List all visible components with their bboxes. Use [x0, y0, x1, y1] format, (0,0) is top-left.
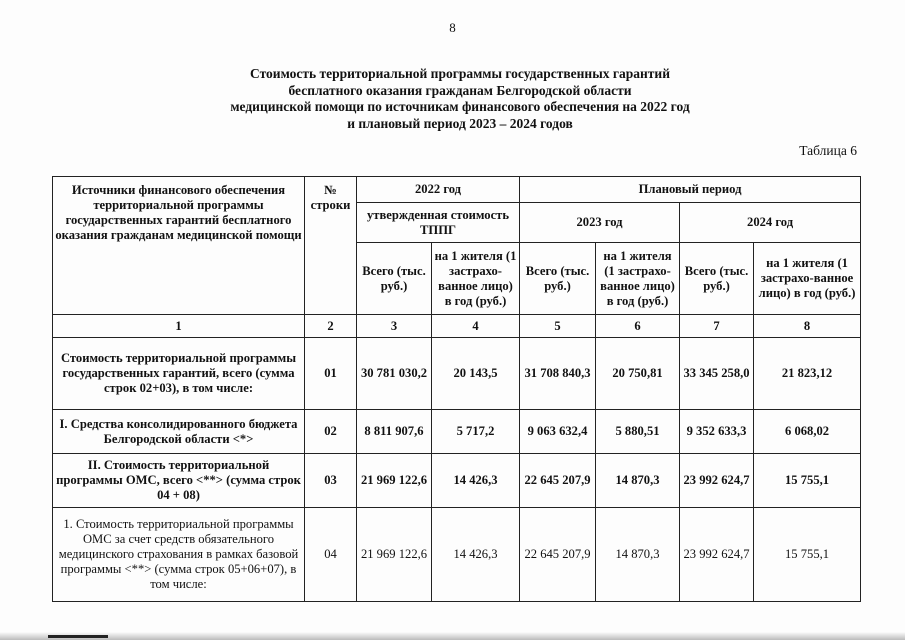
title-line-1: Стоимость территориальной программы государственных гарантий [250, 66, 670, 81]
header-per-capita-2024: на 1 жителя (1 застрахо-ванное лицо) в год (руб.) [754, 243, 861, 315]
cell-2023-total: 31 708 840,3 [520, 338, 596, 410]
cell-2023-per-capita: 20 750,81 [596, 338, 680, 410]
cell-2024-per-capita: 6 068,02 [754, 410, 861, 454]
column-number: 2 [305, 315, 357, 338]
header-approved-cost: утвержденная стоимость ТППГ [357, 203, 520, 243]
row-source: II. Стоимость территориальной программы ОМС, всего <**> (сумма строк 04 + 08) [53, 454, 305, 508]
cell-2023-total: 22 645 207,9 [520, 454, 596, 508]
column-number: 3 [357, 315, 432, 338]
header-total-2023: Всего (тыс. руб.) [520, 243, 596, 315]
cell-2024-total: 9 352 633,3 [680, 410, 754, 454]
column-number-row [53, 315, 861, 338]
row-line-no: 03 [305, 454, 357, 508]
scan-edge-shadow [0, 632, 905, 640]
header-2023: 2023 год [520, 203, 680, 243]
header-2022: 2022 год [357, 177, 520, 203]
cell-2024-total: 23 992 624,7 [680, 508, 754, 602]
row-source: Стоимость территориальной программы государственных гарантий, всего (сумма строк 02+03), в том числе: [53, 338, 305, 410]
cell-2022-per-capita: 14 426,3 [432, 508, 520, 602]
row-line-no: 04 [305, 508, 357, 602]
header-per-capita-2023: на 1 жителя (1 застрахо-ванное лицо) в год (руб.) [596, 243, 680, 315]
header-total-2022: Всего (тыс. руб.) [357, 243, 432, 315]
column-number: 8 [754, 315, 861, 338]
cell-2022-total: 8 811 907,6 [357, 410, 432, 454]
header-total-2024: Всего (тыс. руб.) [680, 243, 754, 315]
header-2024: 2024 год [680, 203, 861, 243]
header-row-no: № строки [305, 177, 357, 315]
header-sources: Источники финансового обеспечения территориальной программы государственных гарантий бесплатного оказания гражданам медицинской помощи [53, 177, 305, 315]
cell-2022-total: 21 969 122,6 [357, 508, 432, 602]
table-row [53, 338, 861, 410]
row-source: I. Средства консолидированного бюджета Белгородской области <*> [53, 410, 305, 454]
cell-2024-per-capita: 15 755,1 [754, 454, 861, 508]
table-label: Таблица 6 [799, 143, 857, 158]
cell-2024-total: 23 992 624,7 [680, 454, 754, 508]
row-source: 1. Стоимость территориальной программы ОМС за счет средств обязательного медицинского страхования в рамках базовой программы <**> (сумма строк 05+06+07), в том числе: [53, 508, 305, 602]
title-line-4: и плановый период 2023 – 2024 годов [347, 115, 573, 131]
page-number: 8 [449, 20, 456, 35]
column-number: 5 [520, 315, 596, 338]
cell-2022-total: 30 781 030,2 [357, 338, 432, 410]
cell-2022-per-capita: 14 426,3 [432, 454, 520, 508]
document-title [180, 66, 740, 132]
title-line-3: медицинской помощи по источникам финансового обеспечения на 2022 год [230, 99, 690, 114]
cell-2024-per-capita: 15 755,1 [754, 508, 861, 602]
cell-2022-per-capita: 5 717,2 [432, 410, 520, 454]
cost-table [52, 176, 861, 602]
row-line-no: 02 [305, 410, 357, 454]
header-per-capita-2022: на 1 жителя (1 застрахо-ванное лицо) в год (руб.) [432, 243, 520, 315]
cell-2024-per-capita: 21 823,12 [754, 338, 861, 410]
cell-2022-total: 21 969 122,6 [357, 454, 432, 508]
cell-2023-per-capita: 5 880,51 [596, 410, 680, 454]
cell-2022-per-capita: 20 143,5 [432, 338, 520, 410]
cell-2023-per-capita: 14 870,3 [596, 508, 680, 602]
table-row [53, 410, 861, 454]
header-planned: Плановый период [520, 177, 861, 203]
cell-2024-total: 33 345 258,0 [680, 338, 754, 410]
cell-2023-total: 9 063 632,4 [520, 410, 596, 454]
table-row [53, 508, 861, 602]
row-line-no: 01 [305, 338, 357, 410]
column-number: 6 [596, 315, 680, 338]
cell-2023-total: 22 645 207,9 [520, 508, 596, 602]
column-number: 1 [53, 315, 305, 338]
title-line-2: бесплатного оказания гражданам Белгородской области [288, 82, 632, 98]
column-number: 4 [432, 315, 520, 338]
scan-edge-mark [48, 635, 108, 638]
table-row [53, 454, 861, 508]
column-number: 7 [680, 315, 754, 338]
cell-2023-per-capita: 14 870,3 [596, 454, 680, 508]
